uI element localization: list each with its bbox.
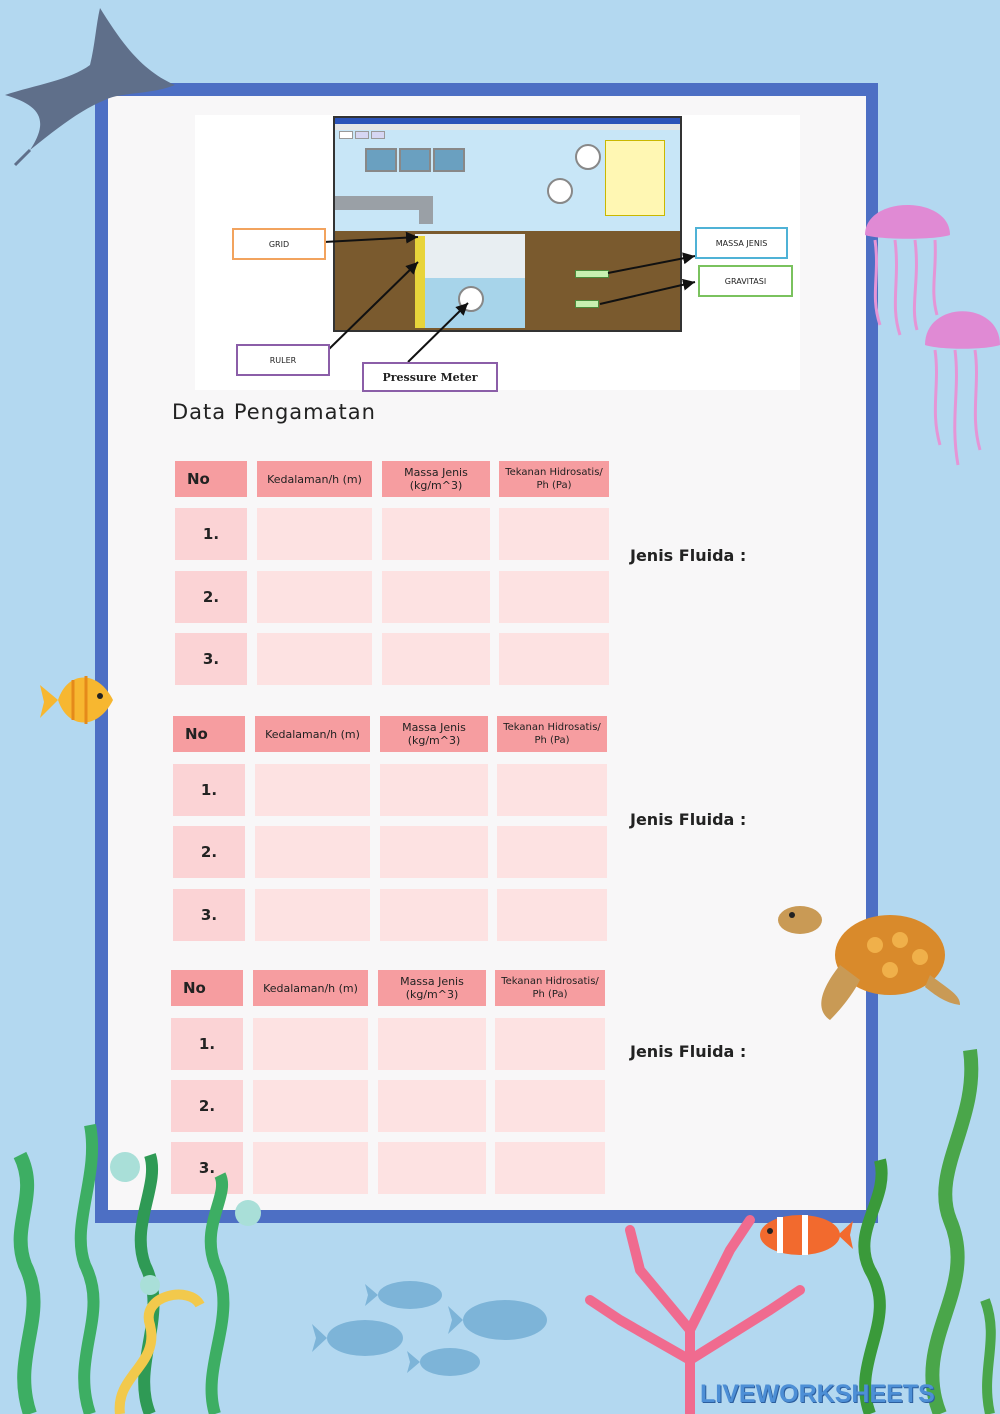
seaweed-left-icon — [0, 1115, 280, 1414]
row-number: 1. — [173, 764, 245, 816]
pressure-input-cell[interactable] — [497, 889, 607, 941]
label-grid: GRID — [232, 228, 326, 260]
density-input-cell[interactable] — [380, 764, 488, 816]
pressure-input-cell[interactable] — [497, 826, 607, 878]
page-heading: Data Pengamatan — [172, 400, 376, 424]
header-pressure: Tekanan Hidrosatis/ Ph (Pa) — [499, 461, 609, 497]
pressure-input-cell[interactable] — [495, 1142, 605, 1194]
header-depth: Kedalaman/h (m) — [255, 716, 370, 752]
row-number: 3. — [171, 1142, 243, 1194]
density-input-cell[interactable] — [382, 633, 490, 685]
row-number: 2. — [173, 826, 245, 878]
liveworksheets-logo: LIVEWORKSHEETS — [700, 1380, 935, 1408]
header-pressure: Tekanan Hidrosatis/ Ph (Pa) — [497, 716, 607, 752]
density-input-cell[interactable] — [380, 826, 488, 878]
density-input-cell[interactable] — [382, 571, 490, 623]
depth-input-cell[interactable] — [255, 764, 370, 816]
fish-school-icon — [310, 1270, 560, 1390]
label-ruler: RULER — [236, 344, 330, 376]
depth-input-cell[interactable] — [253, 1018, 368, 1070]
pressure-input-cell[interactable] — [495, 1080, 605, 1132]
header-depth: Kedalaman/h (m) — [257, 461, 372, 497]
header-density: Massa Jenis (kg/m^3) — [382, 461, 490, 497]
header-no: No — [173, 716, 245, 752]
density-input-cell[interactable] — [378, 1080, 486, 1132]
fluid-type-label: Jenis Fluida : — [630, 810, 747, 829]
fluid-type-label: Jenis Fluida : — [630, 1042, 747, 1061]
pressure-input-cell[interactable] — [499, 571, 609, 623]
label-pressure-meter: Pressure Meter — [362, 362, 498, 392]
density-input-cell[interactable] — [378, 1142, 486, 1194]
density-input-cell[interactable] — [378, 1018, 486, 1070]
header-depth: Kedalaman/h (m) — [253, 970, 368, 1006]
row-number: 3. — [173, 889, 245, 941]
manta-ray-icon — [0, 0, 190, 170]
sea-turtle-icon — [770, 895, 965, 1030]
header-no: No — [175, 461, 247, 497]
row-number: 1. — [171, 1018, 243, 1070]
row-number: 2. — [171, 1080, 243, 1132]
header-density: Massa Jenis (kg/m^3) — [380, 716, 488, 752]
header-density: Massa Jenis (kg/m^3) — [378, 970, 486, 1006]
density-input-cell[interactable] — [380, 889, 488, 941]
pressure-input-cell[interactable] — [497, 764, 607, 816]
seaweed-right-icon — [810, 1040, 1000, 1414]
header-pressure: Tekanan Hidrosatis/ Ph (Pa) — [495, 970, 605, 1006]
row-number: 1. — [175, 508, 247, 560]
pressure-input-cell[interactable] — [499, 633, 609, 685]
fluid-type-label: Jenis Fluida : — [630, 546, 747, 565]
pressure-input-cell[interactable] — [499, 508, 609, 560]
label-gravitasi: GRAVITASI — [698, 265, 793, 297]
depth-input-cell[interactable] — [257, 571, 372, 623]
depth-input-cell[interactable] — [255, 889, 370, 941]
label-massa-jenis: MASSA JENIS — [695, 227, 788, 259]
depth-input-cell[interactable] — [255, 826, 370, 878]
row-number: 3. — [175, 633, 247, 685]
density-input-cell[interactable] — [382, 508, 490, 560]
header-no: No — [171, 970, 243, 1006]
pressure-input-cell[interactable] — [495, 1018, 605, 1070]
yellow-fish-icon — [38, 660, 118, 745]
row-number: 2. — [175, 571, 247, 623]
depth-input-cell[interactable] — [257, 508, 372, 560]
jellyfish-icon — [855, 185, 1000, 475]
depth-input-cell[interactable] — [257, 633, 372, 685]
